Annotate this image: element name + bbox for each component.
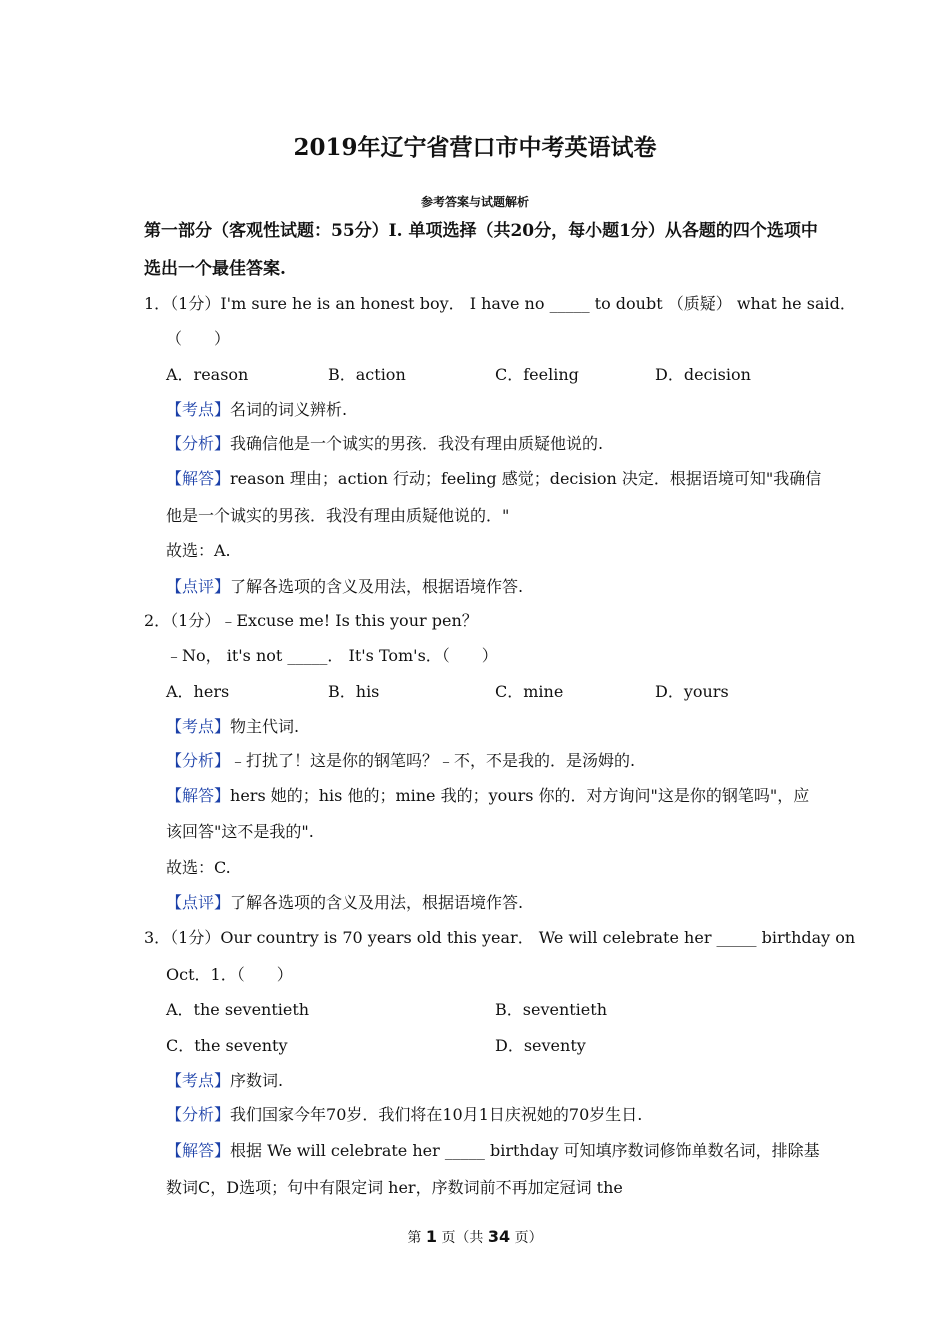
section-heading-line2: 选出一个最佳答案. — [144, 259, 286, 279]
question-3-jieda — [166, 1141, 820, 1161]
question-2-answer: 故选：C. — [166, 858, 231, 877]
jieda-label: 【解答】 — [166, 1141, 231, 1160]
jieda-text: hers 她的；his 他的；mine 我的；yours 你的．对方询问"这是你的钢笔吗"，应 — [230, 786, 810, 805]
question-3-option-b: B．seventieth — [495, 1000, 608, 1019]
question-2-jieda-cont: 该回答"这不是我的". — [166, 822, 314, 841]
question-1-option-c: C．feeling — [495, 365, 579, 384]
question-1-dianping — [166, 577, 523, 597]
fenxi-label: 【分析】 — [166, 434, 231, 453]
question-3-kaodian — [166, 1071, 283, 1091]
question-3-stem: 3．（1分）Our country is 70 years old this year． We will celebrate her _____ birthday on — [144, 928, 856, 947]
dianping-label: 【点评】 — [166, 577, 231, 596]
question-2-option-b: B．his — [328, 682, 380, 701]
question-1-option-b: B．action — [328, 365, 406, 384]
fenxi-label: 【分析】 — [166, 751, 231, 770]
question-3-option-a: A．the seventieth — [166, 1000, 310, 1019]
question-2-dianping — [166, 893, 523, 913]
kaodian-text: 序数词. — [230, 1071, 284, 1090]
question-2-option-d: D．yours — [655, 682, 729, 701]
kaodian-label: 【考点】 — [166, 1071, 231, 1090]
fenxi-label: 【分析】 — [166, 1105, 231, 1124]
question-2-stem: 2．（1分）﹣Excuse me! Is this your pen？ — [144, 611, 478, 630]
question-3-option-c: C．the seventy — [166, 1036, 288, 1055]
footer-middle: 页（共 — [441, 1230, 484, 1246]
question-2-fenxi — [166, 751, 635, 771]
kaodian-text: 名词的词义辨析. — [230, 400, 348, 419]
fenxi-text: 我们国家今年70岁．我们将在10月1日庆祝她的70岁生日. — [230, 1105, 643, 1124]
dianping-label: 【点评】 — [166, 893, 231, 912]
jieda-text: reason 理由；action 行动；feeling 感觉；decision 决定．根据语境可知"我确信 — [230, 469, 822, 488]
jieda-label: 【解答】 — [166, 786, 231, 805]
section-heading-line1: 第一部分（客观性试题：55分）I. 单项选择（共20分，每小题1分）从各题的四个选项中 — [144, 221, 818, 241]
question-1-option-d: D．decision — [655, 365, 751, 384]
kaodian-text: 物主代词. — [230, 717, 300, 736]
fenxi-text: ﹣打扰了！这是你的钢笔吗？﹣不，不是我的．是汤姆的. — [230, 751, 636, 770]
jieda-text: 根据 We will celebrate her _____ birthday 可知填序数词修饰单数名词，排除基 — [230, 1141, 820, 1160]
footer-prefix: 第 — [407, 1230, 422, 1246]
question-1-answer-blank: （ ） — [166, 329, 231, 348]
kaodian-label: 【考点】 — [166, 717, 231, 736]
footer-suffix: 页） — [514, 1230, 543, 1246]
question-3-option-d: D．seventy — [495, 1036, 586, 1055]
fenxi-text: 我确信他是一个诚实的男孩．我没有理由质疑他说的. — [230, 434, 604, 453]
question-1-jieda-cont: 他是一个诚实的男孩．我没有理由质疑他说的．" — [166, 506, 510, 525]
question-1-jieda — [166, 469, 821, 489]
dianping-text: 了解各选项的含义及用法，根据语境作答. — [230, 893, 524, 912]
page-footer — [0, 1227, 950, 1248]
question-1-option-a: A．reason — [166, 365, 249, 384]
kaodian-label: 【考点】 — [166, 400, 231, 419]
document-title: 2019年辽宁省营口市中考英语试卷 — [293, 134, 657, 161]
question-3-jieda-cont: 数词C，D选项；句中有限定词 her，序数词前不再加定冠词 the — [166, 1178, 623, 1197]
question-2-option-a: A．hers — [166, 682, 230, 701]
question-3-stem-cont: Oct．1．（ ） — [166, 965, 293, 984]
question-2-stem-cont: ﹣No， it's not _____． It's Tom's．（ ） — [166, 646, 498, 665]
question-2-jieda — [166, 786, 809, 806]
jieda-label: 【解答】 — [166, 469, 231, 488]
question-1-stem: 1．（1分）I'm sure he is an honest boy． I have no _____ to doubt （质疑） what he said． — [144, 294, 856, 313]
question-1-answer: 故选：A. — [166, 541, 231, 560]
question-1-kaodian — [166, 400, 347, 420]
question-2-kaodian — [166, 717, 299, 737]
footer-total-pages: 34 — [487, 1227, 511, 1246]
question-1-fenxi — [166, 434, 603, 454]
document-subtitle: 参考答案与试题解析 — [420, 195, 529, 209]
question-2-option-c: C．mine — [495, 682, 564, 701]
dianping-text: 了解各选项的含义及用法，根据语境作答. — [230, 577, 524, 596]
question-3-fenxi — [166, 1105, 642, 1125]
footer-page-number: 1 — [425, 1227, 437, 1246]
